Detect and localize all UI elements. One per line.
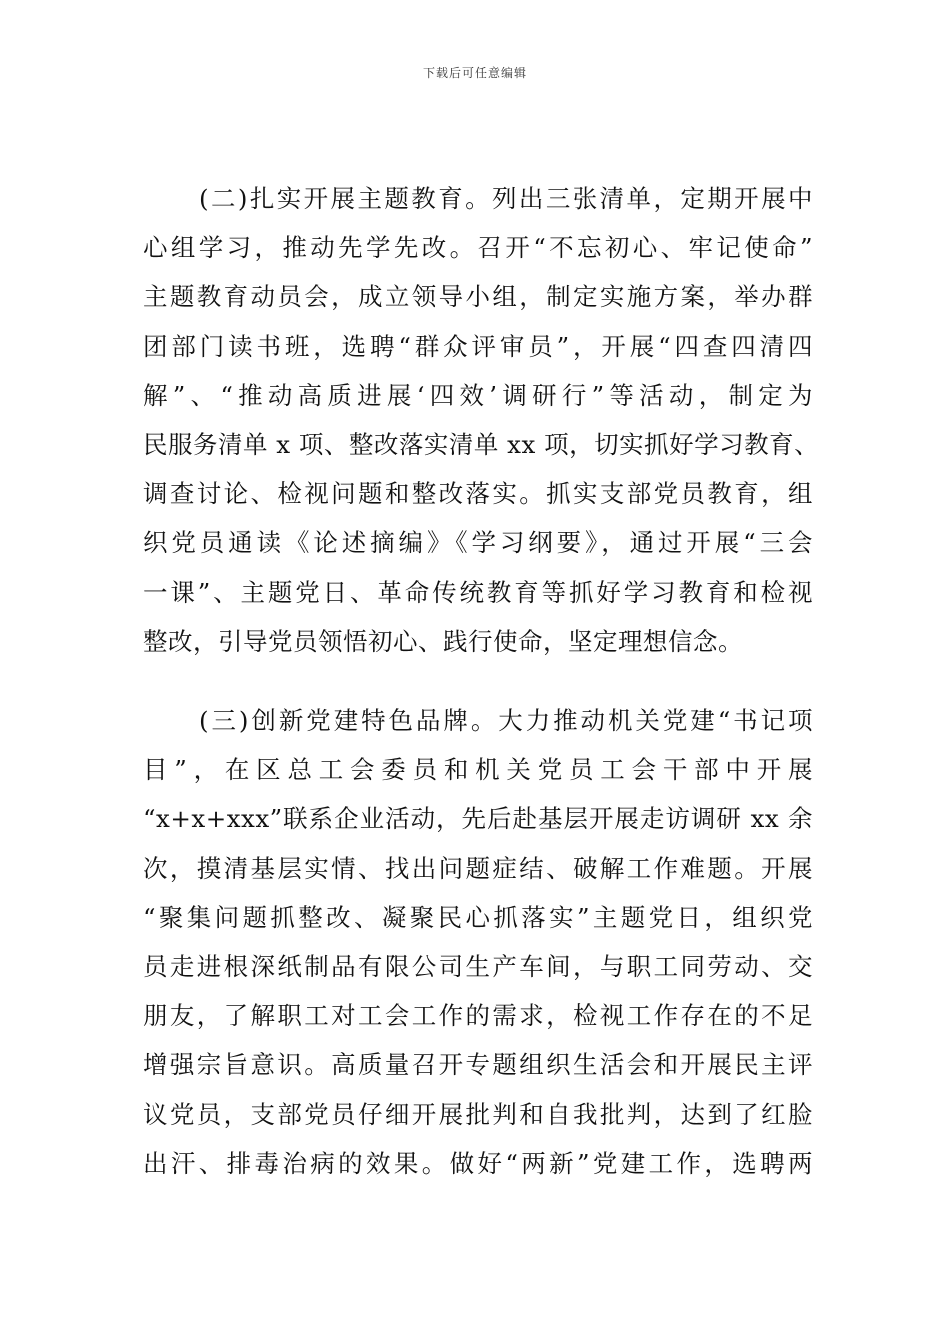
text-line: 整改，引导党员领悟初心、践行使命，坚定理想信念。 — [143, 626, 743, 656]
paragraph-3 — [143, 696, 813, 1188]
text-line: 团部门读书班，选聘“群众评审员”，开展“四查四清四 — [143, 331, 813, 361]
text-line: 次，摸清基层实情、找出问题症结、破解工作难题。开展 — [143, 853, 813, 883]
text-line: 民服务清单 x 项、整改落实清单 xx 项，切实抓好学习教育、 — [143, 429, 820, 459]
text-line: 朋友，了解职工对工会工作的需求，检视工作存在的不足 — [143, 1001, 813, 1031]
paragraph-2 — [143, 174, 820, 666]
text-line: 一课”、主题党日、革命传统教育等抓好学习教育和检视 — [143, 577, 813, 607]
text-line: 解”、“推动高质进展‘四效’调研行”等活动，制定为 — [143, 380, 813, 410]
text-line: 心组学习，推动先学先改。召开“不忘初心、牢记使命” — [143, 233, 813, 263]
text-line: “x+x+xxx”联系企业活动，先后赴基层开展走访调研 xx 余 — [143, 804, 813, 834]
text-line: 出汗、排毒治病的效果。做好“两新”党建工作，选聘两 — [143, 1148, 813, 1178]
text-line: “聚集问题抓整改、凝聚民心抓落实”主题党日，组织党 — [143, 902, 813, 932]
text-line: 员走进根深纸制品有限公司生产车间，与职工同劳动、交 — [143, 951, 813, 981]
page-header: 下载后可任意编辑 — [422, 66, 527, 80]
text-line: 织党员通读《论述摘编》《学习纲要》，通过开展“三会 — [143, 528, 813, 558]
text-line: (二)扎实开展主题教育。列出三张清单，定期开展中 — [199, 184, 813, 213]
text-line: 议党员，支部党员仔细开展批判和自我批判，达到了红脸 — [143, 1099, 813, 1129]
text-line: 增强宗旨意识。高质量召开专题组织生活会和开展民主评 — [143, 1050, 813, 1080]
text-line: (三)创新党建特色品牌。大力推动机关党建“书记项 — [199, 706, 813, 735]
text-line: 主题教育动员会，成立领导小组，制定实施方案，举办群 — [143, 282, 813, 312]
text-line: 调查讨论、检视问题和整改落实。抓实支部党员教育，组 — [143, 479, 813, 509]
text-line: 目”，在区总工会委员和机关党员工会干部中开展 — [143, 755, 813, 785]
